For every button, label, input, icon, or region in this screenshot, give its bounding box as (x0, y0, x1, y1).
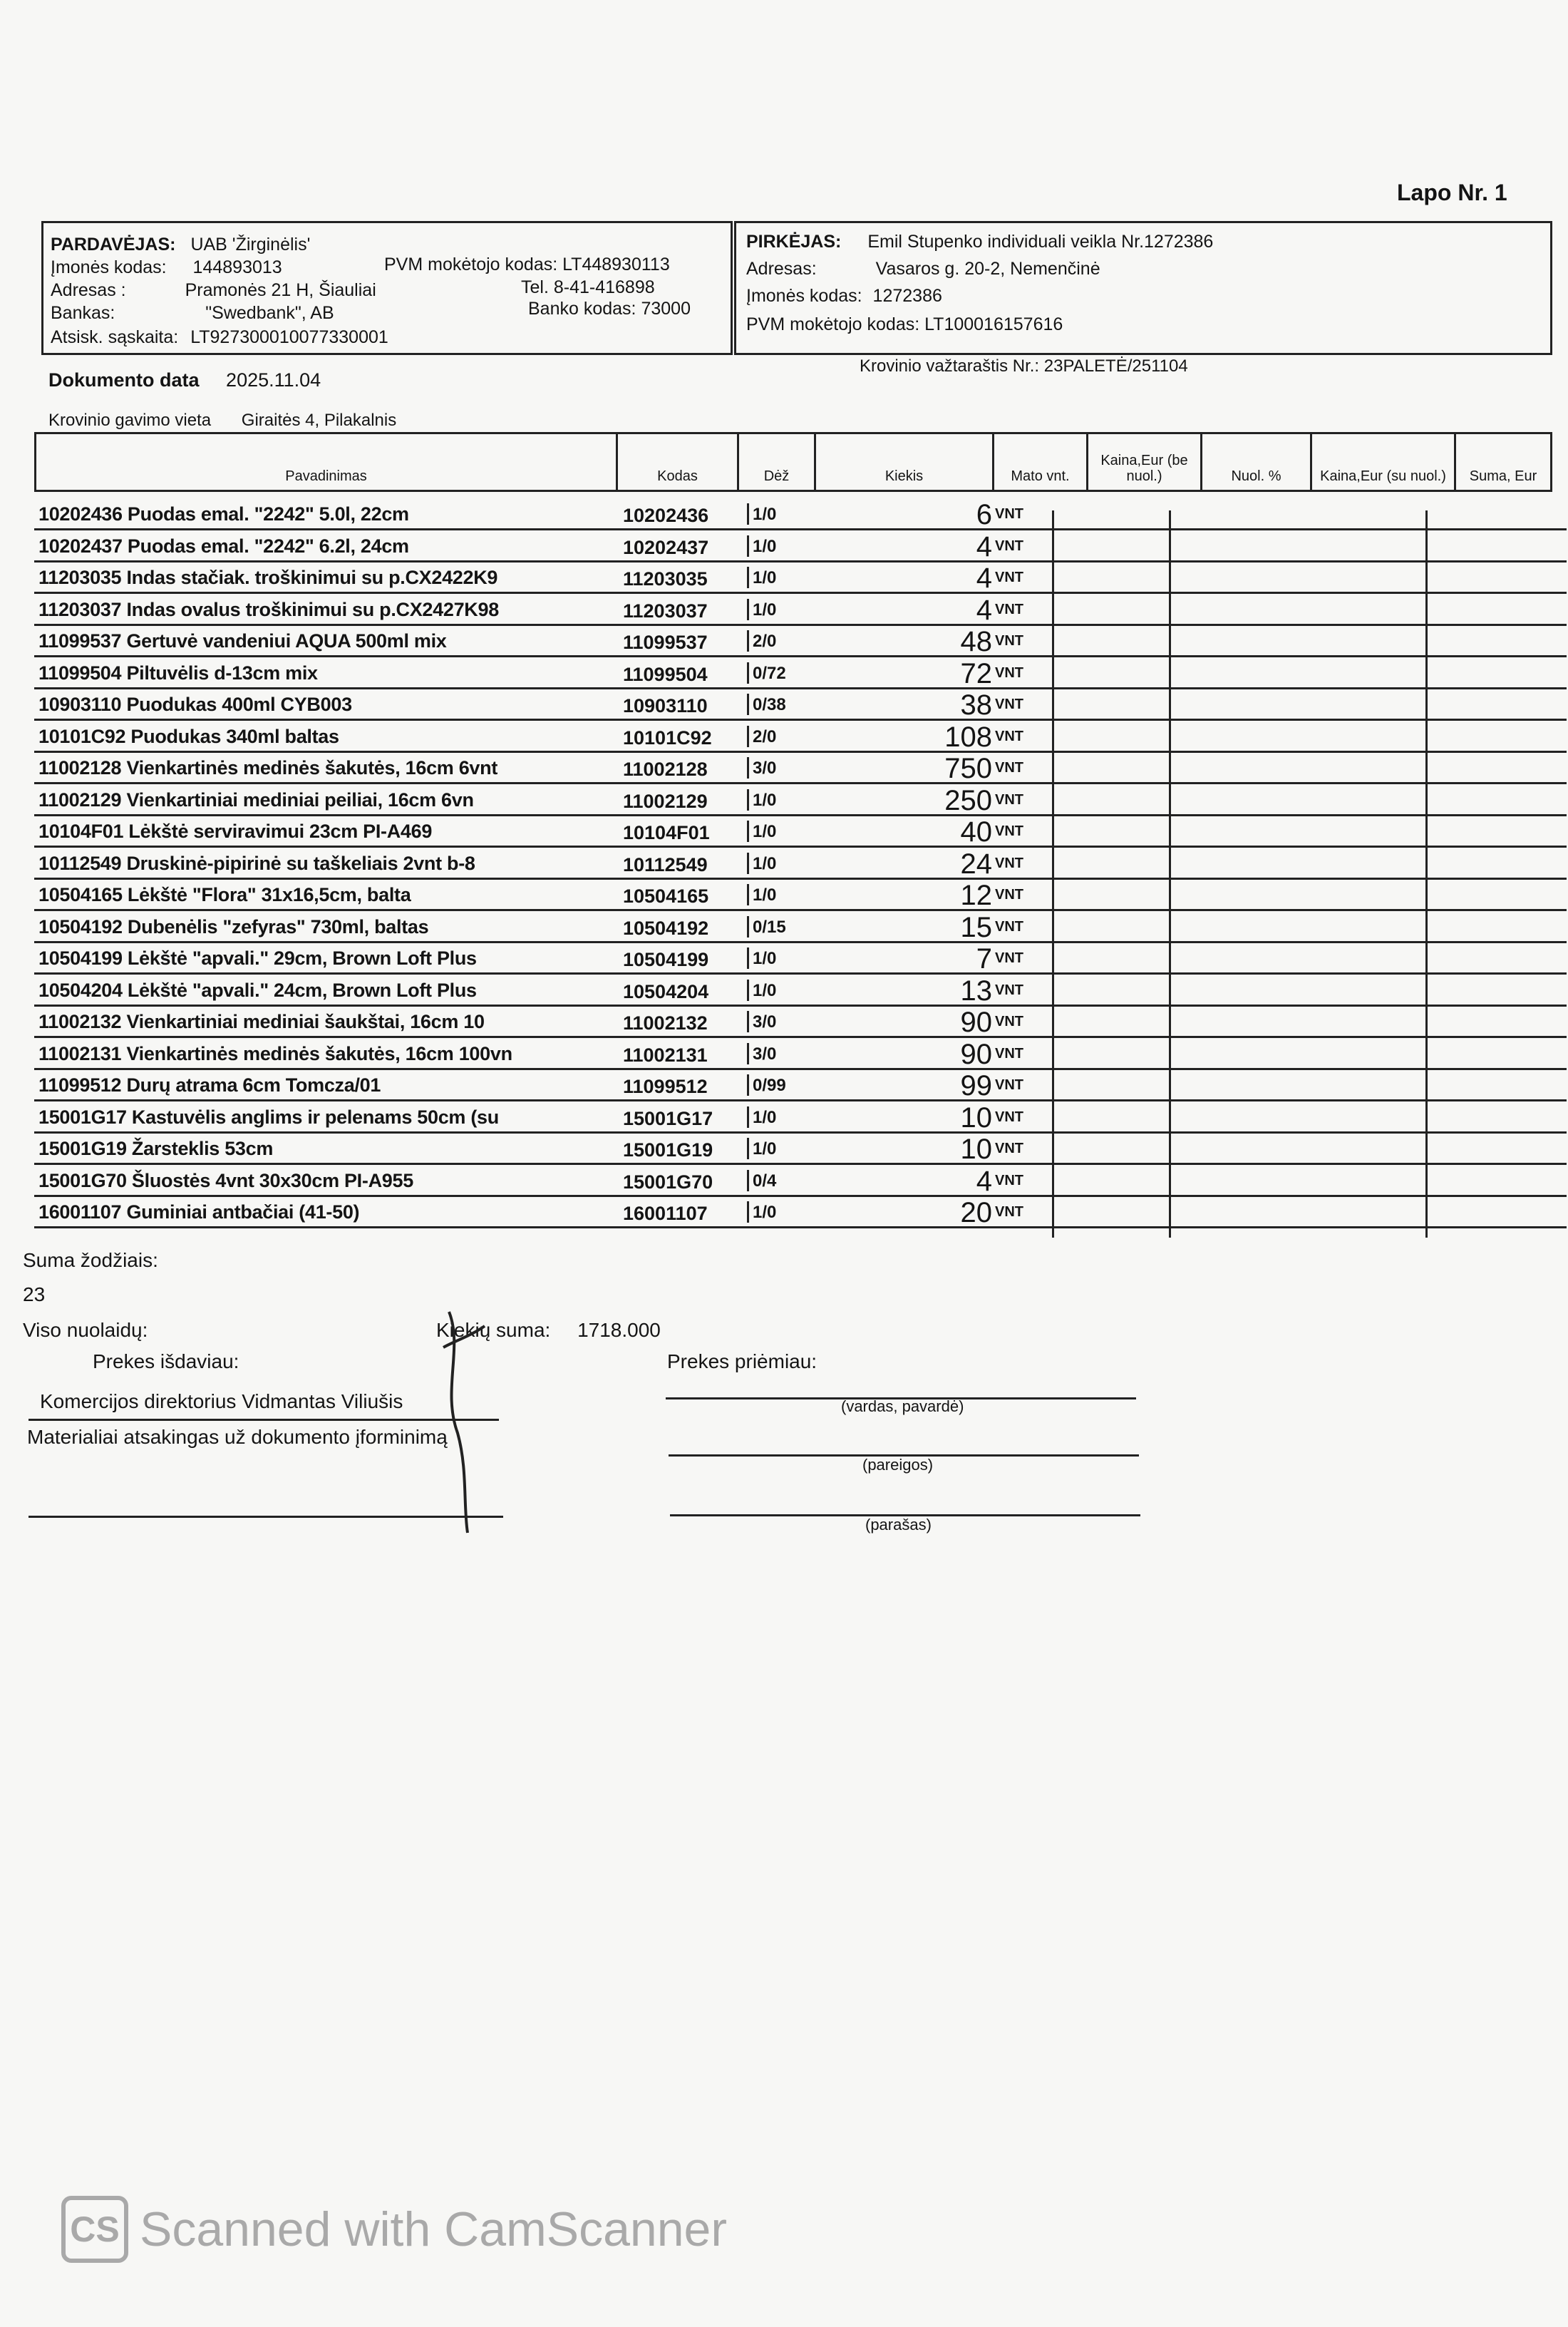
item-name: 10112549 Druskinė-pipirinė su taškeliais 2vnt b-8 (38, 852, 475, 874)
table-row (34, 753, 1567, 784)
item-code: 11002132 (623, 1012, 708, 1034)
seller-vat-label: PVM mokėtojo kodas: (384, 255, 558, 274)
table-row (34, 563, 1567, 594)
page-number: Lapo Nr. 1 (1397, 180, 1507, 205)
cell-separator (747, 884, 749, 905)
waybill-row (860, 356, 1188, 376)
cell-separator (747, 980, 749, 1001)
item-unit: VNT (995, 1172, 1023, 1188)
table-row (34, 912, 1567, 943)
cell-separator (747, 1138, 749, 1159)
cell-separator (747, 694, 749, 715)
table-row (34, 1102, 1567, 1134)
item-name: 11099504 Piltuvėlis d-13cm mix (38, 662, 318, 684)
item-pack: 1/0 (753, 1139, 777, 1159)
item-unit: VNT (995, 601, 1023, 617)
item-pack: 1/0 (753, 568, 777, 587)
cell-separator (747, 853, 749, 874)
seller-bank-code-label: Banko kodas: (528, 299, 636, 319)
seller-bank-code: 73000 (641, 299, 691, 319)
table-header (34, 432, 1552, 492)
item-unit: VNT (995, 506, 1023, 522)
cell-separator (747, 503, 749, 525)
seller-name: UAB 'Žirginėlis' (190, 235, 311, 255)
seller-address-label: Adresas : (51, 280, 126, 300)
item-pack: 1/0 (753, 790, 777, 810)
item-qty: 750 (944, 753, 992, 784)
issuer: Komercijos direktorius Vidmantas Viliušis (40, 1390, 403, 1412)
table-row (34, 943, 1567, 975)
qty-sum-label: Kiekių suma: (436, 1319, 551, 1341)
signature-stroke (399, 1305, 527, 1540)
item-name: 10504165 Lėkštė "Flora" 31x16,5cm, balta (38, 884, 411, 905)
watermark-text: Scanned with CamScanner (140, 2202, 728, 2256)
item-pack: 1/0 (753, 536, 777, 556)
cell-separator (747, 1074, 749, 1096)
seller-bank: "Swedbank", AB (205, 303, 334, 323)
item-code: 10202436 (623, 505, 709, 526)
table-row (34, 975, 1567, 1007)
waybill-label: Krovinio važtaraštis Nr.: (860, 356, 1040, 376)
item-code: 11099537 (623, 632, 708, 653)
item-qty: 12 (960, 880, 992, 911)
seller-address: Pramonės 21 H, Šiauliai (185, 280, 376, 300)
item-pack: 2/0 (753, 726, 777, 746)
cell-separator (747, 1106, 749, 1128)
item-pack: 3/0 (753, 1044, 777, 1064)
item-qty: 40 (960, 816, 992, 848)
cell-separator (747, 1170, 749, 1191)
table-row (34, 721, 1567, 753)
caption-name: (vardas, pavardė) (841, 1397, 964, 1415)
row-rule (34, 1226, 1567, 1228)
item-pack: 1/0 (753, 505, 777, 524)
item-unit: VNT (995, 918, 1023, 935)
col-sum: Suma, Eur (1469, 468, 1537, 484)
item-code: 10504165 (623, 885, 709, 907)
cell-separator (747, 947, 749, 969)
item-code: 15001G19 (623, 1139, 713, 1161)
buyer-address-label: Adresas: (746, 259, 817, 279)
col-discount: Nuol. % (1202, 434, 1312, 490)
item-unit: VNT (995, 1045, 1023, 1062)
item-code: 10504192 (623, 917, 709, 939)
item-name: 10903110 Puodukas 400ml CYB003 (38, 694, 352, 715)
table-row (34, 848, 1567, 880)
item-pack: 1/0 (753, 853, 777, 873)
table-row (34, 1134, 1567, 1165)
item-code: 10504199 (623, 949, 709, 970)
buyer-company-code-label: Įmonės kodas: (746, 286, 862, 306)
table-row (34, 1166, 1567, 1197)
column-separator (1425, 510, 1428, 1238)
item-name: 15001G19 Žarsteklis 53cm (38, 1138, 274, 1159)
item-name: 16001107 Guminiai antbačiai (41-50) (38, 1201, 360, 1223)
receipt-place: Giraitės 4, Pilakalnis (241, 411, 397, 430)
item-pack: 3/0 (753, 1012, 777, 1032)
item-unit: VNT (995, 791, 1023, 808)
table-row (34, 626, 1567, 657)
item-name: 11002128 Vienkartinės medinės šakutės, 16cm 6vnt (38, 757, 498, 779)
seller-vat: LT448930113 (562, 255, 670, 274)
item-code: 11002131 (623, 1044, 708, 1066)
item-pack: 1/0 (753, 1107, 777, 1127)
item-unit: VNT (995, 697, 1023, 712)
seller-company-code-label: Įmonės kodas: (51, 257, 167, 277)
item-qty: 72 (960, 657, 992, 689)
item-qty: 90 (960, 1038, 992, 1070)
item-name: 11099512 Durų atrama 6cm Tomcza/01 (38, 1074, 381, 1096)
sum-words-label: Suma žodžiais: (23, 1249, 158, 1271)
cell-separator (747, 1011, 749, 1032)
table-row (34, 531, 1567, 563)
col-price-discounted: Kaina,Eur (su nuol.) (1312, 434, 1456, 490)
table-row (34, 658, 1567, 689)
cell-separator (747, 662, 749, 684)
item-code: 10903110 (623, 695, 708, 716)
seller-label: PARDAVĖJAS: (51, 235, 176, 255)
item-unit: VNT (995, 950, 1023, 966)
item-qty: 99 (960, 1070, 992, 1101)
table-row (34, 1039, 1567, 1070)
item-pack: 0/38 (753, 695, 786, 714)
item-qty: 20 (960, 1197, 992, 1228)
item-unit: VNT (995, 1014, 1023, 1029)
buyer-company-code: 1272386 (872, 286, 942, 306)
item-unit: VNT (995, 664, 1023, 681)
item-name: 15001G70 Šluostės 4vnt 30x30cm PI-A955 (38, 1169, 413, 1191)
item-name: 11002132 Vienkartiniai mediniai šaukštai, 16cm 10 (38, 1011, 485, 1032)
qty-sum: 1718.000 (577, 1319, 661, 1341)
item-pack: 2/0 (753, 632, 777, 651)
item-code: 10202437 (623, 536, 709, 558)
item-name: 10101C92 Puodukas 340ml baltas (38, 725, 339, 747)
item-name: 10504199 Lėkštė "apvali." 29cm, Brown Loft Plus (38, 947, 477, 969)
item-unit: VNT (995, 570, 1023, 585)
cell-separator (747, 916, 749, 938)
table-row (34, 1197, 1567, 1228)
column-separator (1052, 510, 1054, 1238)
item-pack: 1/0 (753, 980, 777, 1000)
table-row (34, 1007, 1567, 1038)
item-pack: 1/0 (753, 822, 777, 841)
buyer-address: Vasaros g. 20-2, Nemenčinė (875, 259, 1100, 279)
item-qty: 250 (944, 784, 992, 816)
seller-phone: 8-41-416898 (553, 277, 655, 297)
document-date-row (48, 369, 321, 391)
cell-separator (747, 567, 749, 588)
item-qty: 7 (976, 943, 992, 975)
item-pack: 0/72 (753, 663, 786, 683)
caption-signature: (parašas) (865, 1516, 932, 1534)
item-code: 11099504 (623, 663, 708, 685)
cell-separator (747, 535, 749, 557)
item-unit: VNT (995, 538, 1023, 554)
item-pack: 1/0 (753, 1203, 777, 1222)
item-qty: 108 (944, 721, 992, 753)
item-name: 10202437 Puodas emal. "2242" 6.2l, 24cm (38, 535, 409, 557)
item-name: 11099537 Gertuvė vandeniui AQUA 500ml mix (38, 630, 447, 652)
camscanner-watermark (61, 2196, 727, 2263)
table-row (34, 1070, 1567, 1101)
receipt-place-label: Krovinio gavimo vieta (48, 411, 212, 430)
item-qty: 4 (976, 594, 992, 626)
buyer-vat: LT100016157616 (924, 314, 1063, 334)
item-pack: 3/0 (753, 759, 777, 778)
cell-separator (747, 630, 749, 652)
item-unit: VNT (995, 823, 1023, 839)
table-row (34, 880, 1567, 911)
table-row (34, 595, 1567, 626)
item-pack: 1/0 (753, 885, 777, 905)
item-code: 11002128 (623, 759, 708, 780)
table-row (34, 499, 1567, 530)
item-pack: 1/0 (753, 949, 777, 968)
item-unit: VNT (995, 760, 1023, 776)
item-qty: 4 (976, 1165, 992, 1197)
item-pack: 0/4 (753, 1171, 777, 1191)
item-name: 10202436 Puodas emal. "2242" 5.0l, 22cm (38, 503, 409, 525)
item-code: 11203037 (623, 600, 708, 622)
item-qty: 10 (960, 1101, 992, 1134)
item-unit: VNT (995, 855, 1023, 871)
item-unit: VNT (995, 633, 1023, 649)
item-code: 10104F01 (623, 822, 710, 843)
item-qty: 38 (960, 689, 992, 721)
waybill-number: 23PALETĖ/251104 (1043, 356, 1188, 376)
item-pack: 0/15 (753, 917, 786, 937)
seller-phone-label: Tel. (521, 277, 549, 297)
item-qty: 48 (960, 626, 992, 657)
item-name: 11203035 Indas stačiak. troškinimui su p.CX2422K9 (38, 567, 498, 588)
caption-position: (pareigos) (862, 1456, 934, 1474)
item-qty: 10 (960, 1134, 992, 1165)
item-code: 15001G70 (623, 1171, 713, 1193)
item-name: 11203037 Indas ovalus troškinimui su p.CX2427K98 (38, 598, 499, 620)
item-unit: VNT (995, 1141, 1023, 1156)
item-qty: 4 (976, 530, 992, 563)
item-name: 10504204 Lėkštė "apvali." 24cm, Brown Loft Plus (38, 979, 477, 1001)
issued-label: Prekes išdaviau: (93, 1350, 239, 1372)
col-unit: Mato vnt. (994, 434, 1088, 490)
buyer-box (734, 221, 1552, 355)
item-name: 11002131 Vienkartinės medinės šakutės, 16cm 100vn (38, 1042, 512, 1064)
seller-bank-label: Bankas: (51, 303, 115, 323)
item-name: 11002129 Vienkartiniai mediniai peiliai, 16cm 6vn (38, 788, 474, 811)
col-qty: Kiekis (816, 434, 994, 490)
col-price: Kaina,Eur (be nuol.) (1088, 434, 1202, 490)
document-date-label: Dokumento data (48, 369, 200, 391)
item-pack: 0/99 (753, 1076, 786, 1095)
table-row (34, 816, 1567, 848)
col-name: Pavadinimas (36, 434, 618, 490)
item-unit: VNT (995, 1204, 1023, 1220)
responsible: Materialiai atsakingas už dokumento įforminimą (27, 1426, 448, 1448)
table-row (34, 785, 1567, 816)
seller-company-code: 144893013 (192, 257, 282, 277)
discount-label: Viso nuolaidų: (23, 1319, 148, 1341)
item-qty: 13 (960, 975, 992, 1007)
cell-separator (747, 1043, 749, 1064)
received-label: Prekes priėmiau: (667, 1350, 817, 1372)
receipt-place-row (48, 411, 396, 431)
item-name: 10104F01 Lėkštė serviravimui 23cm PI-A469 (38, 821, 433, 842)
seller-account-label: Atsisk. sąskaita: (51, 327, 179, 347)
item-code: 11203035 (623, 568, 708, 590)
column-separator (1169, 510, 1171, 1238)
buyer-name: Emil Stupenko individuali veikla Nr.1272386 (867, 232, 1214, 252)
buyer-label: PIRKĖJAS: (746, 232, 842, 252)
cell-separator (747, 1201, 749, 1223)
item-qty: 24 (960, 848, 992, 880)
col-box: Dėž (739, 434, 816, 490)
document-date: 2025.11.04 (226, 369, 321, 391)
item-name: 10504192 Dubenėlis "zefyras" 730ml, baltas (38, 915, 429, 938)
item-unit: VNT (995, 728, 1023, 744)
col-code: Kodas (618, 434, 739, 490)
cell-separator (747, 757, 749, 779)
camscanner-logo: CS (61, 2196, 128, 2263)
cell-separator (747, 726, 749, 747)
item-unit: VNT (995, 982, 1023, 998)
item-code: 11002129 (623, 790, 708, 812)
item-qty: 90 (960, 1007, 992, 1038)
cell-separator (747, 599, 749, 620)
item-qty: 4 (976, 563, 992, 594)
seller-box (41, 221, 733, 355)
item-code: 10112549 (623, 853, 708, 875)
item-pack: 1/0 (753, 600, 777, 620)
table-row (34, 689, 1567, 721)
item-code: 15001G17 (623, 1107, 713, 1129)
item-name: 15001G17 Kastuvėlis anglims ir pelenams 50cm (su (38, 1106, 499, 1128)
item-code: 16001107 (623, 1203, 708, 1224)
seller-account: LT927300010077330001 (190, 327, 388, 347)
item-qty: 6 (976, 499, 992, 530)
buyer-vat-label: PVM mokėtojo kodas: (746, 314, 920, 334)
cell-separator (747, 789, 749, 811)
row-count: 23 (23, 1283, 46, 1305)
cell-separator (747, 821, 749, 842)
item-unit: VNT (995, 887, 1023, 903)
item-qty: 15 (960, 911, 992, 943)
item-unit: VNT (995, 1109, 1023, 1125)
item-code: 10101C92 (623, 726, 712, 749)
item-code: 11099512 (623, 1076, 708, 1097)
item-code: 10504204 (623, 980, 709, 1002)
item-unit: VNT (995, 1077, 1023, 1093)
